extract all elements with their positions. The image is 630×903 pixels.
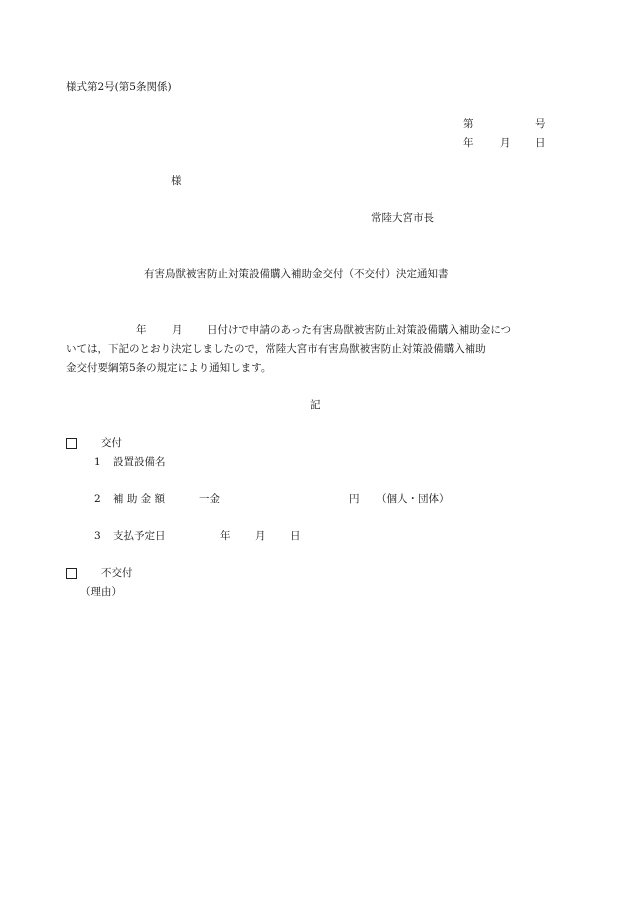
no-grant-reason: （理由） bbox=[80, 586, 122, 598]
doc-date-year: 年 bbox=[463, 137, 474, 149]
form-label: 様式第2号(第5条関係) bbox=[66, 81, 172, 93]
doc-date-day: 日 bbox=[535, 137, 546, 149]
item2-amount-prefix: 一金 bbox=[199, 493, 220, 505]
issuer: 常陸大宮市長 bbox=[371, 212, 434, 224]
ki-heading: 記 bbox=[310, 399, 321, 411]
body-line-2: いては，下記のとおり決定しましたので，常陸大宮市有害鳥獣被害防止対策設備購入補助 bbox=[66, 343, 486, 355]
item2-amount-unit: 円 bbox=[349, 493, 360, 505]
body-date-year: 年 bbox=[136, 324, 147, 336]
grant-checkbox[interactable] bbox=[66, 438, 77, 451]
body-date-month: 月 bbox=[172, 324, 183, 336]
body-line-1: 日付けで申請のあった有害鳥獣被害防止対策設備購入補助金につ bbox=[207, 324, 512, 336]
item1-label: 設置設備名 bbox=[113, 456, 166, 468]
item3-month: 月 bbox=[255, 530, 266, 542]
item1-number: 1 bbox=[94, 456, 101, 468]
grant-label: 交付 bbox=[101, 437, 122, 449]
item2-label: 補 助 金 額 bbox=[113, 493, 166, 505]
item3-number: 3 bbox=[94, 530, 101, 542]
item3-year: 年 bbox=[220, 530, 231, 542]
doc-number-suffix: 号 bbox=[535, 118, 546, 130]
body-line-3: 金交付要綱第5条の規定により通知します。 bbox=[66, 362, 272, 374]
item3-day: 日 bbox=[290, 530, 301, 542]
doc-number-prefix: 第 bbox=[463, 118, 474, 130]
addressee-suffix: 様 bbox=[171, 175, 182, 187]
item2-applicant-type: （個人・団体） bbox=[376, 493, 450, 505]
no-grant-label: 不交付 bbox=[101, 567, 133, 579]
item3-label: 支払予定日 bbox=[113, 530, 166, 542]
no-grant-checkbox[interactable] bbox=[66, 568, 77, 581]
doc-date-month: 月 bbox=[500, 137, 511, 149]
item2-number: 2 bbox=[94, 493, 101, 505]
document-title: 有害鳥獣被害防止対策設備購入補助金交付（不交付）決定通知書 bbox=[144, 268, 449, 280]
